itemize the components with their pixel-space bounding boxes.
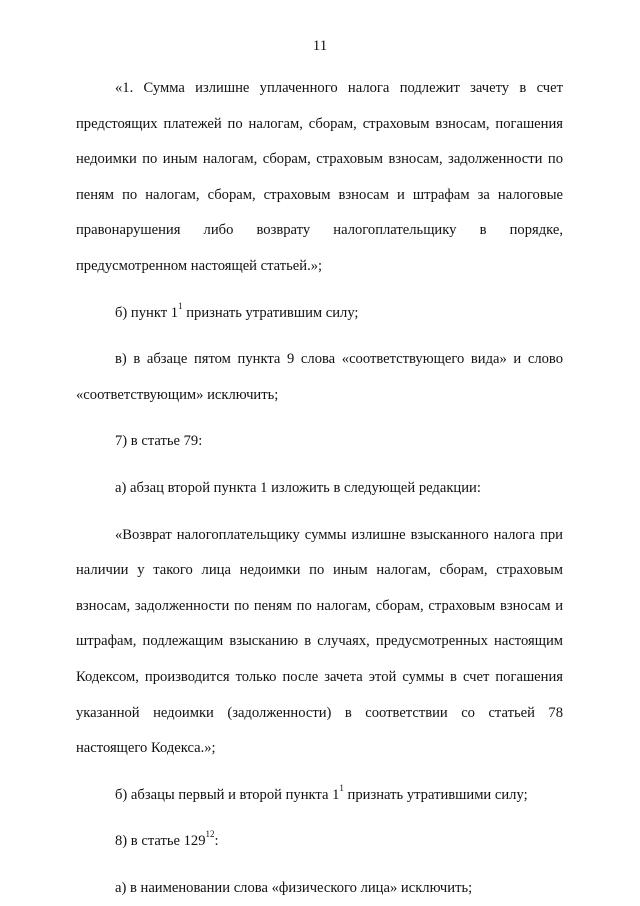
paragraph-text: признать утратившим силу;: [182, 304, 359, 321]
paragraph-article-79-new-text: «Возврат налогоплательщику суммы излишне взысканного налога при наличии у такого лица недоимки по иным налогам, сборам, страховым взносам, задолженности по пеням по налогам, сборам, страховым взносам и штрафам, подлежащим взысканию в случаях, предусмотренных настоящим Кодексом, производится только после зачета этой суммы в счет погашения указанной недоимки (задолженности) в соответствии со статьей 78 настоящего Кодекса.»;: [76, 526, 563, 757]
page-number: 11: [312, 38, 328, 54]
paragraph-article-129-12-a: а) в наименовании слова «физического лица» исключить;: [115, 879, 473, 896]
paragraph-text: признать утратившими силу;: [343, 786, 528, 803]
paragraph-article-79-b: [76, 778, 563, 814]
paragraph-text: б) пункт 1: [115, 304, 179, 321]
paragraph-text: б) абзацы первый и второй пункта 1: [115, 786, 340, 803]
paragraph-text: 8) в статье 129: [115, 833, 206, 850]
paragraph-clause-9-amendment: в) в абзаце пятом пункта 9 слова «соответствующего вида» и слово «соответствующим» исключить;: [76, 351, 563, 403]
superscript: 12: [205, 829, 215, 840]
paragraph-article-129-12-heading: [76, 824, 563, 860]
paragraph-article-79-heading: 7) в статье 79:: [115, 433, 203, 450]
document-body: [76, 71, 563, 906]
paragraph-clause-1-1-repeal: [76, 296, 563, 332]
superscript: 1: [178, 300, 183, 311]
paragraph-article-78-clause-1: «1. Сумма излишне уплаченного налога подлежит зачету в счет предстоящих платежей по налогам, сборам, страховым взносам, погашения недоимки по иным налогам, сборам, страховым взносам, задолженности по пеням по налогам, сборам, страховым взносам и штрафам за налоговые правонарушения либо возврату налогоплательщику в порядке, предусмотренном настоящей статьей.»;: [76, 80, 563, 274]
paragraph-article-79-a: а) абзац второй пункта 1 изложить в следующей редакции:: [115, 479, 481, 496]
paragraph-text: :: [214, 833, 219, 850]
superscript: 1: [339, 782, 344, 793]
